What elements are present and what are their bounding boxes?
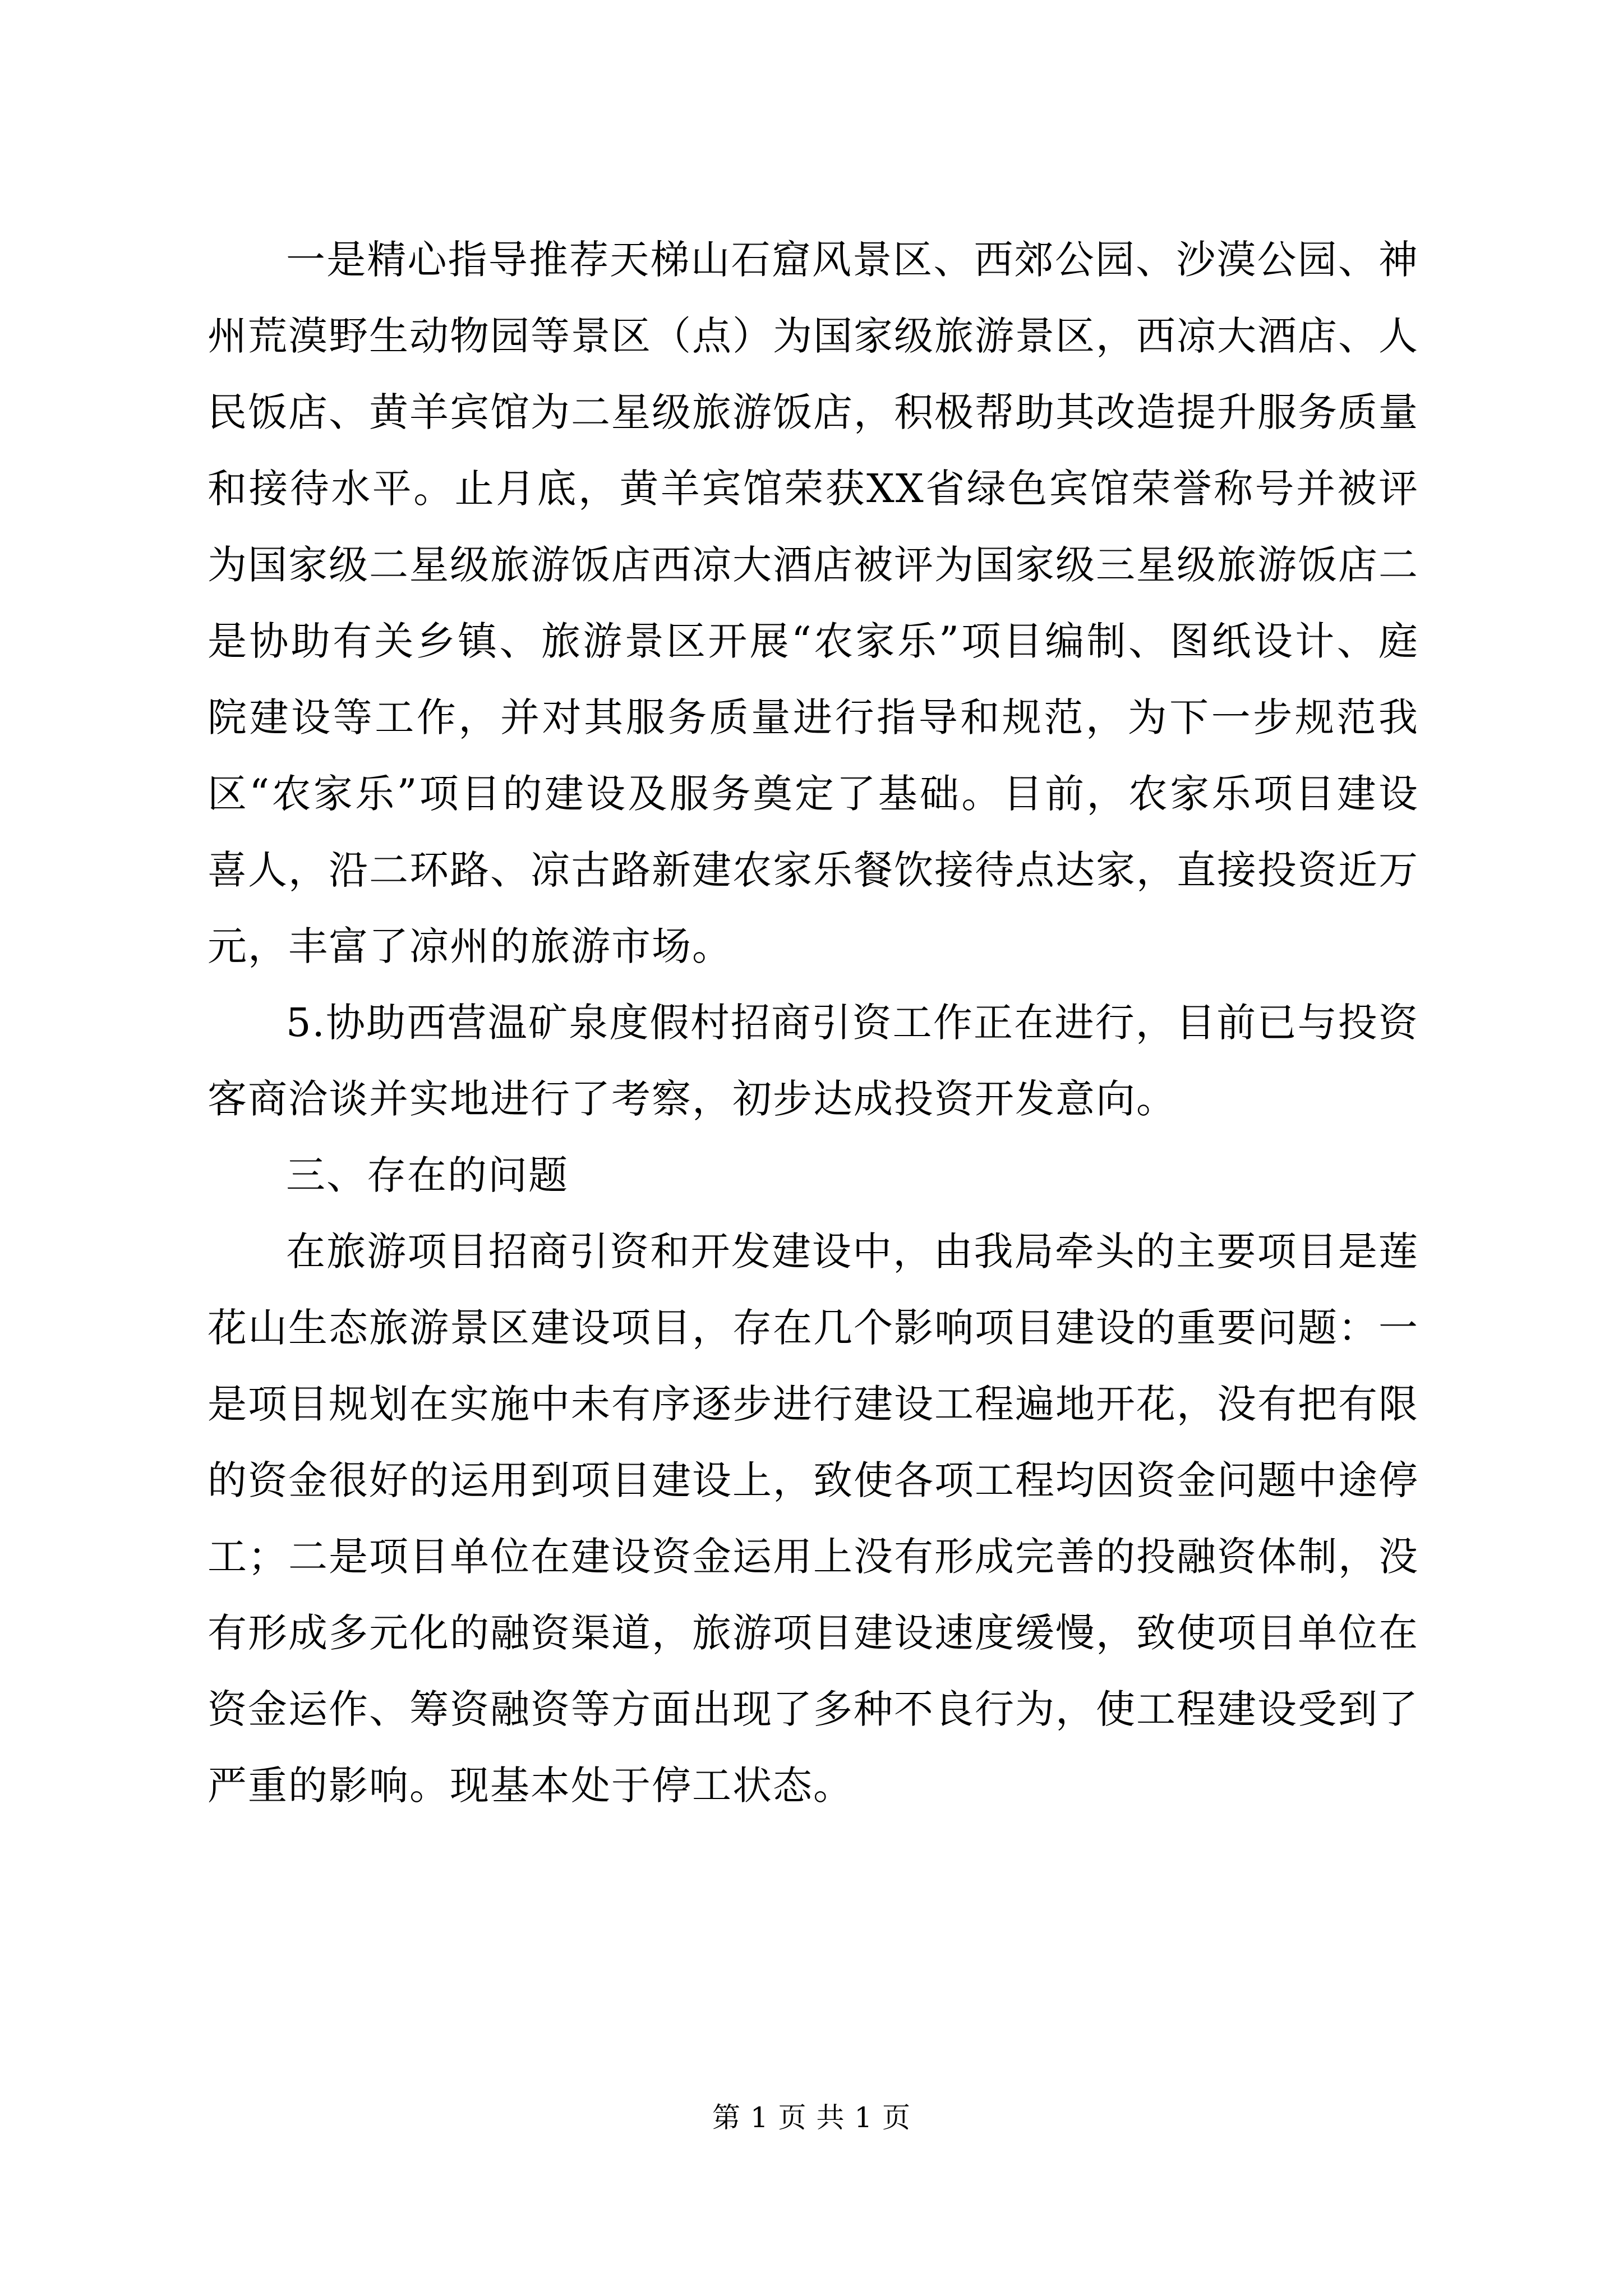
paragraph-investment-cooperation: 5.协助西营温矿泉度假村招商引资工作正在进行，目前已与投资客商洽谈并实地进行了考察，初步达成投资开发意向。 (208, 1000, 1419, 1122)
paragraph-problems-detail: 在旅游项目招商引资和开发建设中，由我局牵头的主要项目是莲花山生态旅游景区建设项目，存在几个影响项目建设的重要问题：一是项目规划在实施中未有序逐步进行建设工程遍地开花，没有把有限的资金很好的运用到项目建设上，致使各项工程均因资金问题中途停工；二是项目单位在建设资金运用上没有形成完善的投融资体制，没有形成多元化的融资渠道，旅游项目建设速度缓慢，致使项目单位在资金运作、筹资融资等方面出现了多种不良行为，使工程建设受到了严重的影响。现基本处于停工状态。 (208, 1228, 1419, 1809)
page-footer: 第 1 页 共 1 页 (712, 2101, 911, 2134)
document-body (208, 222, 1419, 1824)
paragraph-tourism-guidance: 一是精心指导推荐天梯山石窟风景区、西郊公园、沙漠公园、神州荒漠野生动物园等景区（点）为国家级旅游景区，西凉大酒店、人民饭店、黄羊宾馆为二星级旅游饭店，积极帮助其改造提升服务质量和接待水平。止月底，黄羊宾馆荣获XX省绿色宾馆荣誉称号并被评为国家级二星级旅游饭店西凉大酒店被评为国家级三星级旅游饭店二是协助有关乡镇、旅游景区开展“农家乐”项目编制、图纸设计、庭院建设等工作，并对其服务质量进行指导和规范，为下一步规范我区“农家乐”项目的建设及服务奠定了基础。目前，农家乐项目建设喜人，沿二环路、凉古路新建农家乐餐饮接待点达家，直接投资近万元，丰富了凉州的旅游市场。 (208, 237, 1419, 969)
section-heading-problems: 三、存在的问题 (286, 1152, 569, 1198)
